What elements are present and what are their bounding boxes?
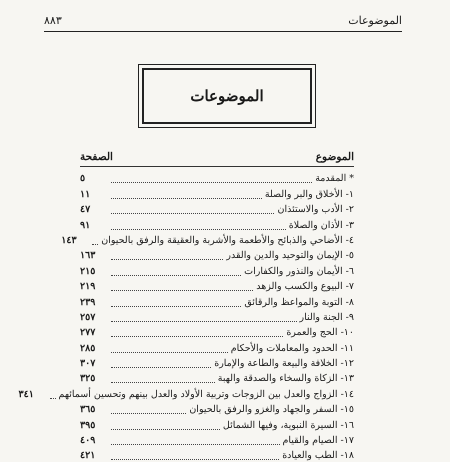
page-number: ٨٨٣	[44, 13, 62, 27]
toc-entry-page: ٥	[80, 173, 86, 185]
dot-leader	[111, 382, 215, 383]
toc-entry-page: ٣٢٥	[80, 373, 96, 385]
title-frame	[138, 64, 316, 128]
toc-entry-title: * المقدمة	[315, 173, 354, 185]
toc-entry-page: ٣٤١	[18, 388, 34, 400]
dot-leader	[111, 229, 286, 230]
toc-entry	[80, 216, 354, 231]
dot-leader	[111, 367, 211, 368]
toc-entry-page: ٣٠٧	[80, 358, 96, 370]
toc-entry-title: ١٣- الزكاة والسخاء والصدقة والهبة	[217, 373, 354, 385]
dot-leader	[111, 413, 186, 414]
toc-entry	[80, 201, 354, 216]
toc-entry-title: ١٤- الزواج والعدل بين الزوجات وتربية الأولاد والعدل بينهم وتحسين أسمائهم	[58, 388, 354, 400]
toc-entry-page: ٢١٥	[80, 265, 96, 277]
toc-entry-page: ١٤٣	[61, 234, 77, 246]
dot-leader	[111, 306, 241, 307]
toc-entry-page: ٣٦٥	[80, 404, 96, 416]
toc-entry	[80, 447, 354, 462]
toc-entry-title: ٨- التوبة والمواعظ والرقائق	[244, 296, 354, 308]
dot-leader	[111, 352, 228, 353]
toc-entry	[80, 339, 354, 354]
dot-leader	[111, 182, 312, 183]
toc-entry	[80, 370, 354, 385]
toc-entry-title: ١٨- الطب والعيادة	[282, 450, 354, 462]
toc-entry	[80, 401, 354, 416]
toc-entry-title: ١١- الحدود والمعاملات والأحكام	[230, 342, 354, 354]
dot-leader	[111, 459, 279, 460]
toc-entry	[80, 170, 354, 185]
toc-entry-page: ٢٨٥	[80, 342, 96, 354]
header-rule	[44, 31, 402, 32]
toc-entry-title: ٥- الإيمان والتوحيد والدين والقدر	[226, 250, 354, 262]
toc-column-headers	[80, 150, 354, 164]
topic-column-header: الموضوع	[315, 151, 354, 163]
toc-entry	[80, 262, 354, 277]
column-header-rule	[80, 166, 354, 167]
toc-entry-title: ٧- البيوع والكسب والزهد	[256, 281, 354, 293]
toc-entry-title: ١٢- الخلافة والبيعة والطاعة والإمارة	[214, 358, 354, 370]
table-of-contents	[18, 170, 354, 462]
toc-entry-title: ٢- الأدب والاستئذان	[277, 204, 354, 216]
toc-entry-page: ٢٥٧	[80, 311, 96, 323]
dot-leader	[111, 275, 241, 276]
toc-entry	[80, 416, 354, 431]
toc-entry-title: ٣- الأذان والصلاة	[288, 219, 354, 231]
toc-entry-title: ١٧- الصيام والقيام	[282, 435, 354, 447]
toc-entry	[80, 278, 354, 293]
toc-entry	[61, 232, 354, 247]
toc-entry	[80, 293, 354, 308]
toc-entry-title: ٤- الأضاحي والذبائح والأطعمة والأشربة والعقيقة والرفق بالحيوان	[101, 234, 354, 246]
dot-leader	[92, 244, 98, 245]
running-header	[44, 12, 402, 28]
toc-entry-title: ١٦- السيرة النبوية، وفيها الشمائل	[222, 419, 354, 431]
toc-entry-page: ٤٧	[80, 204, 91, 216]
toc-entry-page: ٢٧٧	[80, 327, 96, 339]
dot-leader	[111, 336, 283, 337]
toc-entry-page: ١١	[80, 188, 91, 200]
running-title: الموضوعات	[348, 13, 402, 27]
toc-entry	[18, 385, 354, 400]
toc-entry	[80, 324, 354, 339]
toc-entry-page: ٣٩٥	[80, 419, 96, 431]
dot-leader	[50, 398, 56, 399]
toc-entry	[80, 247, 354, 262]
page-column-header: الصفحة	[80, 151, 113, 163]
toc-entry-page: ١٦٣	[80, 250, 96, 262]
dot-leader	[111, 290, 253, 291]
toc-entry-title: ٦- الأيمان والنذور والكفارات	[244, 265, 354, 277]
toc-entry	[80, 185, 354, 200]
toc-entry-page: ٤٢١	[80, 450, 96, 462]
toc-entry-page: ٢٣٩	[80, 296, 96, 308]
toc-entry	[80, 355, 354, 370]
dot-leader	[111, 213, 274, 214]
toc-entry	[80, 432, 354, 447]
toc-entry-title: ١٠- الحج والعمرة	[286, 327, 354, 339]
toc-entry-title: ٩- الجنة والنار	[299, 311, 354, 323]
toc-entry-page: ٢١٩	[80, 281, 96, 293]
toc-entry	[80, 309, 354, 324]
dot-leader	[111, 198, 262, 199]
dot-leader	[111, 444, 280, 445]
toc-entry-page: ٤٠٩	[80, 435, 96, 447]
page-title: الموضوعات	[142, 68, 312, 124]
dot-leader	[111, 429, 220, 430]
toc-entry-title: ١- الأخلاق والبر والصلة	[264, 188, 354, 200]
toc-entry-page: ٩١	[80, 219, 91, 231]
dot-leader	[111, 259, 223, 260]
toc-entry-title: ١٥- السفر والجهاد والغزو والرفق بالحيوان	[189, 404, 354, 416]
dot-leader	[111, 321, 297, 322]
